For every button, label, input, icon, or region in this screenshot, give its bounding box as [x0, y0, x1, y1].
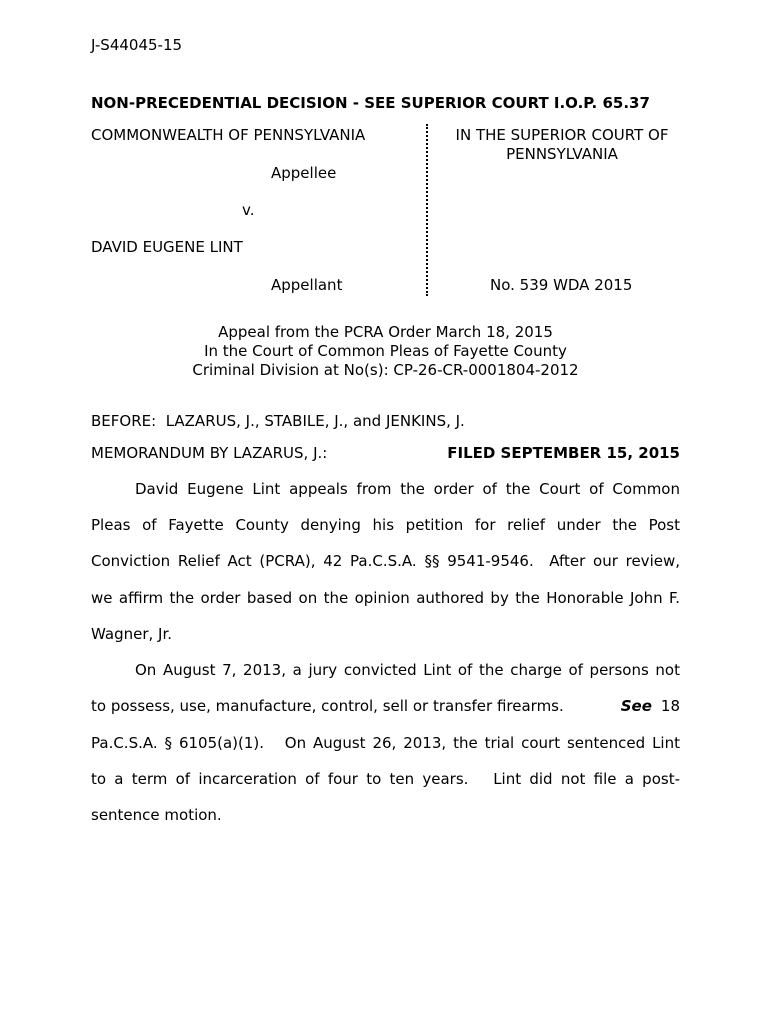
paragraph-line: to a term of incarceration of four to ten years. Lint did not file a post- [91, 770, 680, 788]
paragraph-line: Wagner, Jr. [91, 625, 173, 643]
paragraph-line: Pa.C.S.A. § 6105(a)(1). On August 26, 2013, the trial court sentenced Lint [91, 734, 680, 752]
filed-date: FILED SEPTEMBER 15, 2015 [447, 444, 680, 462]
caption-defendant: DAVID EUGENE LINT [91, 238, 243, 256]
memorandum-author: MEMORANDUM BY LAZARUS, J.: [91, 444, 328, 462]
paragraph-line: we affirm the order based on the opinion authored by the Honorable John F. [91, 589, 680, 607]
paragraph-line [91, 697, 680, 715]
appeal-line2: In the Court of Common Pleas of Fayette County [204, 342, 567, 360]
line-text: 18 [660, 697, 680, 715]
caption-defendant-role: Appellant [271, 276, 343, 294]
appeal-line3: Criminal Division at No(s): CP-26-CR-0001804-2012 [192, 361, 579, 379]
caption-versus: v. [242, 201, 255, 219]
paragraph-line: Pleas of Fayette County denying his petition for relief under the Post [91, 516, 680, 534]
caption-court-line1: IN THE SUPERIOR COURT OF [455, 126, 669, 144]
citation-signal [603, 697, 680, 715]
docket-id: J-S44045-15 [91, 36, 183, 54]
caption-court-line2: PENNSYLVANIA [506, 145, 618, 163]
non-precedential-heading: NON-PRECEDENTIAL DECISION - SEE SUPERIOR COURT I.O.P. 65.37 [91, 94, 650, 112]
line-text: to possess, use, manufacture, control, sell or transfer firearms. [91, 697, 564, 715]
paragraph-line: sentence motion. [91, 806, 222, 824]
caption-plaintiff-role: Appellee [271, 164, 337, 182]
see-signal: See [620, 697, 652, 715]
caption-case-number: No. 539 WDA 2015 [490, 276, 633, 294]
paragraph-line: On August 7, 2013, a jury convicted Lint of the charge of persons not [135, 661, 680, 679]
paragraph-line: David Eugene Lint appeals from the order of the Court of Common [135, 480, 680, 498]
appeal-line1: Appeal from the PCRA Order March 18, 2015 [218, 323, 553, 341]
caption-divider [426, 124, 428, 296]
panel-before: BEFORE: LAZARUS, J., STABILE, J., and JENKINS, J. [91, 412, 465, 430]
caption-plaintiff: COMMONWEALTH OF PENNSYLVANIA [91, 126, 366, 144]
paragraph-line: Conviction Relief Act (PCRA), 42 Pa.C.S.A. §§ 9541-9546. After our review, [91, 552, 680, 570]
